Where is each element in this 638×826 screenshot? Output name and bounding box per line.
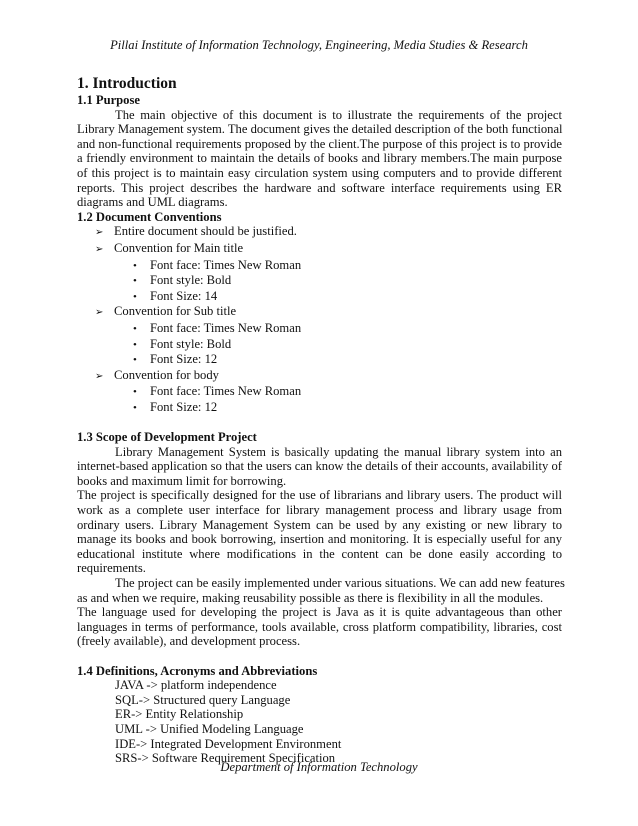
bullet-text: Entire document should be justified. bbox=[114, 224, 297, 239]
sub-bullet-item bbox=[77, 337, 562, 353]
heading-conventions: 1.2 Document Conventions bbox=[77, 209, 222, 224]
paragraph-line: manage its books and book borrowing, insertion and monitoring. It is especially useful for any bbox=[77, 532, 562, 547]
paragraph-line: as and when we require, making reusability possible as there is flexibility in all the modules. bbox=[77, 590, 544, 605]
page-header: Pillai Institute of Information Technology, Engineering, Media Studies & Research bbox=[110, 38, 528, 52]
sub-bullet-item bbox=[77, 352, 562, 368]
document-body bbox=[77, 75, 565, 766]
sub-bullet-text: Font style: Bold bbox=[150, 336, 232, 351]
bullet-item bbox=[77, 368, 562, 385]
definition-item: SRS-> Software Requirement Specification bbox=[115, 751, 336, 766]
arrow-bullet-icon: ➢ bbox=[95, 227, 104, 239]
paragraph-line: a friendly environment to maintain the details of books and library members.The main purpose bbox=[77, 151, 562, 166]
dot-bullet-icon: • bbox=[133, 401, 137, 414]
paragraph-line: (freely available), and development process. bbox=[77, 634, 301, 649]
paragraph-line: The main objective of this document is to illustrate the requirements of the project bbox=[115, 107, 562, 122]
dot-bullet-icon: • bbox=[133, 338, 137, 351]
sub-bullet-text: Font face: Times New Roman bbox=[150, 320, 302, 335]
bullet-text: Convention for body bbox=[114, 367, 219, 382]
arrow-bullet-icon: ➢ bbox=[95, 243, 104, 255]
arrow-bullet-icon: ➢ bbox=[95, 370, 104, 382]
heading-scope: 1.3 Scope of Development Project bbox=[77, 430, 257, 445]
paragraph-line: The project can be easily implemented under various situations. We can add new features bbox=[115, 576, 565, 590]
paragraph-line: reports. This project describes the hardware and software interface requirements using ER bbox=[77, 180, 562, 195]
paragraph-line: ordinary users. Library Management System can be used by any existing or new library to bbox=[77, 517, 562, 532]
bullet-text: Convention for Main title bbox=[114, 240, 244, 255]
paragraph-line: diagrams and UML diagrams. bbox=[77, 195, 228, 210]
dot-bullet-icon: • bbox=[133, 259, 137, 272]
sub-bullet-item bbox=[77, 321, 562, 337]
bullet-item bbox=[77, 241, 562, 258]
heading-purpose: 1.1 Purpose bbox=[77, 93, 140, 107]
sub-bullet-text: Font style: Bold bbox=[150, 273, 232, 288]
dot-bullet-icon: • bbox=[133, 275, 137, 288]
paragraph-line: educational institute where modifications in the content can be done easily according to bbox=[77, 546, 562, 561]
definition-item: JAVA -> platform independence bbox=[115, 678, 277, 693]
page-footer: Department of Information Technology bbox=[220, 760, 418, 774]
definition-item: UML -> Unified Modeling Language bbox=[115, 721, 304, 736]
sub-bullet-text: Font Size: 12 bbox=[150, 352, 218, 367]
paragraph-line: requirements. bbox=[77, 561, 146, 576]
bullet-text: Convention for Sub title bbox=[114, 304, 237, 319]
bullet-item bbox=[77, 304, 562, 321]
heading-definitions: 1.4 Definitions, Acronyms and Abbreviations bbox=[77, 663, 318, 678]
sub-bullet-text: Font face: Times New Roman bbox=[150, 257, 302, 272]
bullet-item bbox=[77, 224, 562, 241]
definition-item: IDE-> Integrated Development Environment bbox=[115, 736, 342, 751]
paragraph-line: work as a complete user interface for library management process and library usage from bbox=[77, 503, 562, 518]
sub-bullet-item bbox=[77, 289, 562, 305]
sub-bullet-item bbox=[77, 400, 562, 416]
sub-bullet-item bbox=[77, 384, 562, 400]
paragraph-line: and non-functional requirements proposed by the client.The purpose of this project is to provide bbox=[77, 136, 562, 151]
paragraph-line: Library Management System is basically updating the manual library system into an bbox=[115, 444, 562, 459]
paragraph-line: The language used for developing the project is Java as it is quite advantageous than other bbox=[77, 605, 562, 620]
sub-bullet-item bbox=[77, 273, 562, 289]
dot-bullet-icon: • bbox=[133, 354, 137, 367]
dot-bullet-icon: • bbox=[133, 386, 137, 399]
sub-bullet-text: Font Size: 12 bbox=[150, 399, 218, 414]
definition-item: SQL-> Structured query Language bbox=[115, 692, 291, 707]
sub-bullet-item bbox=[77, 258, 562, 274]
spacer bbox=[77, 649, 562, 664]
paragraph-line: internet-based application so that the users can know the details of their accounts, availability of bbox=[77, 459, 562, 474]
paragraph-line: of this project is to maintain easy circulation system using computers and to provide different bbox=[77, 165, 562, 180]
section-title: 1. Introduction bbox=[77, 75, 177, 92]
arrow-bullet-icon: ➢ bbox=[95, 307, 104, 319]
paragraph-line: Library Management system. The document gives the detailed description of the both functional bbox=[77, 122, 563, 137]
sub-bullet-text: Font face: Times New Roman bbox=[150, 384, 302, 399]
definition-item: ER-> Entity Relationship bbox=[115, 707, 244, 722]
dot-bullet-icon: • bbox=[133, 290, 137, 303]
paragraph-line: languages in terms of performance, tools available, cross platform compatibility, libraries, cost bbox=[77, 619, 562, 634]
spacer bbox=[77, 415, 562, 430]
sub-bullet-text: Font Size: 14 bbox=[150, 288, 218, 303]
dot-bullet-icon: • bbox=[133, 322, 137, 335]
paragraph-line: books and maximum limit for borrowing. bbox=[77, 473, 287, 488]
paragraph-line: The project is specifically designed for the use of librarians and library users. The product will bbox=[77, 488, 562, 503]
